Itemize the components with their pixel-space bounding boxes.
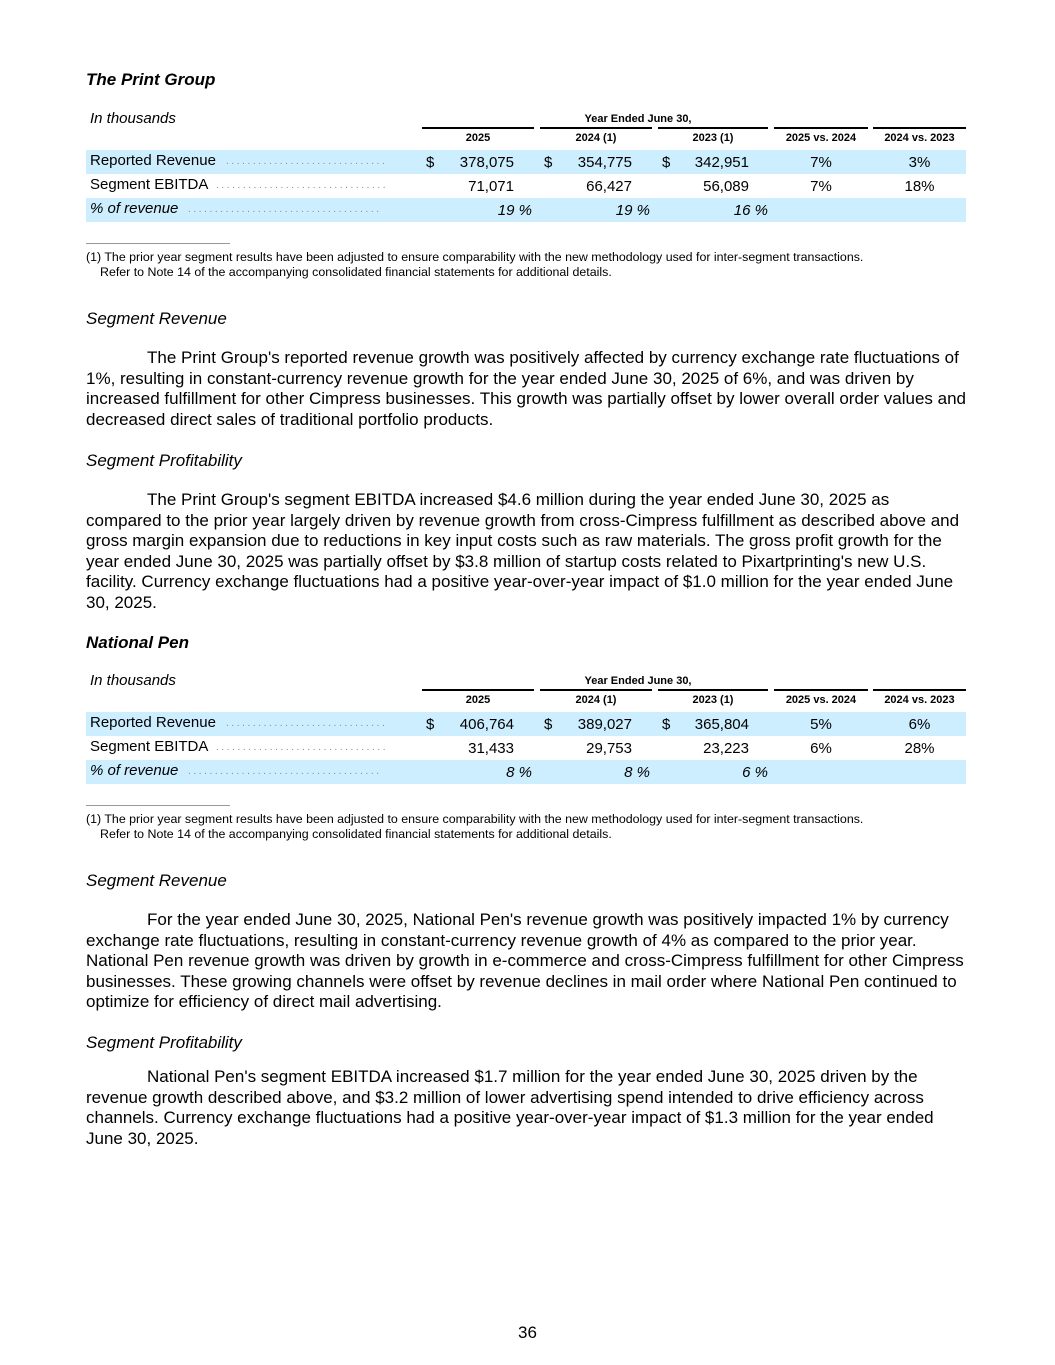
- value-2023: 6 %: [742, 764, 768, 781]
- segment-revenue-paragraph: The Print Group's reported revenue growth was positively affected by currency exchange rate fluctuations of 1%, resulting in constant-currency revenue growth for the year ended June 30, 2025 of 6%, and was driven by increased fulfillment for other Cimpress businesses. This growth was partially offset by lower overall order values and decreased direct sales of traditional portfolio products.: [86, 348, 966, 429]
- value-2023: 23,223: [703, 740, 749, 757]
- value-2024: 354,775: [577, 154, 632, 171]
- change-2025-vs-2024: 7%: [810, 154, 832, 171]
- segment-profitability-heading: Segment Profitability: [86, 1033, 242, 1052]
- leader-dots: ....................................: [188, 204, 382, 215]
- footnote-line: Refer to Note 14 of the accompanying consolidated financial statements for additional details.: [100, 827, 612, 841]
- footnote-line: Refer to Note 14 of the accompanying consolidated financial statements for additional details.: [100, 265, 612, 279]
- value-2023: 16 %: [733, 202, 768, 219]
- footnote-rule: [86, 805, 230, 806]
- period-header: Year Ended June 30,: [584, 113, 692, 125]
- page-number: 36: [518, 1323, 537, 1342]
- row-label: Reported Revenue: [90, 714, 216, 731]
- currency-symbol: $: [426, 716, 435, 733]
- footnote-line: (1) The prior year segment results have been adjusted to ensure comparability with the new methodology used for inter-segment transactions.: [86, 250, 864, 264]
- value-2024: 66,427: [586, 178, 632, 195]
- segment-revenue-heading: Segment Revenue: [86, 309, 227, 328]
- col-header-2025-vs-2024: 2025 vs. 2024: [774, 127, 868, 146]
- currency-symbol: $: [544, 716, 553, 733]
- currency-symbol: $: [662, 716, 671, 733]
- col-header-2024: 2024 (1): [540, 127, 652, 146]
- segment-profitability-heading: Segment Profitability: [86, 451, 242, 470]
- value-2025: 8 %: [506, 764, 532, 781]
- row-label: % of revenue: [90, 200, 179, 217]
- col-header-2025-vs-2024: 2025 vs. 2024: [774, 689, 868, 708]
- value-2025: 406,764: [459, 716, 514, 733]
- currency-symbol: $: [544, 154, 553, 171]
- leader-dots: ..............................: [226, 718, 388, 729]
- footnote: [86, 250, 966, 280]
- value-2024: 389,027: [577, 716, 632, 733]
- value-2024: 29,753: [586, 740, 632, 757]
- value-2025: 19 %: [497, 202, 532, 219]
- value-2025: 378,075: [459, 154, 514, 171]
- value-2025: 71,071: [468, 178, 514, 195]
- change-2024-vs-2023: 6%: [908, 716, 931, 733]
- currency-symbol: $: [662, 154, 671, 171]
- segment-revenue-paragraph: For the year ended June 30, 2025, National Pen's revenue growth was positively impacted 1% by currency exchange rate fluctuations, resulting in constant-currency revenue growth of 4% as compared to the prior year. National Pen revenue growth was driven by growth in e-commerce and cross-Cimpress fulfillment for other Cimpress businesses. These growing channels were offset by revenue declines in mail order where National Pen continued to optimize for efficiency of direct mail advertising.: [86, 910, 964, 1012]
- table-row: [86, 174, 966, 198]
- footnote-rule: [86, 243, 230, 244]
- segment-profitability-paragraph: National Pen's segment EBITDA increased $1.7 million for the year ended June 30, 2025 driven by the revenue growth described above, and $3.2 million of lower advertising spend intended to drive efficiency across channels. Currency exchange fluctuations had a positive year-over-year impact of $1.3 million for the year ended June 30, 2025.: [86, 1067, 934, 1148]
- col-header-2025: 2025: [422, 127, 534, 146]
- col-header-2023: 2023 (1): [658, 689, 768, 708]
- col-header-2023: 2023 (1): [658, 127, 768, 146]
- col-header-2024-vs-2023: 2024 vs. 2023: [873, 127, 966, 146]
- table-caption: In thousands: [90, 110, 176, 127]
- col-header-2025: 2025: [422, 689, 534, 708]
- change-2024-vs-2023: 18%: [904, 178, 935, 195]
- value-2023: 56,089: [703, 178, 749, 195]
- value-2025: 31,433: [468, 740, 514, 757]
- table-row: [86, 198, 966, 222]
- value-2023: 342,951: [694, 154, 749, 171]
- segment-profitability-paragraph: The Print Group's segment EBITDA increased $4.6 million during the year ended June 30, 2025 as compared to the prior year largely driven by revenue growth from cross-Cimpress fulfillment as described above and gross margin expansion due to reductions in key input costs such as raw materials. The gross profit growth for the year ended June 30, 2025 was partially offset by $3.8 million of startup costs related to Pixartprinting's new U.S. facility. Currency exchange fluctuations had a positive year-over-year impact of $1.0 million for the year ended June 30, 2025.: [86, 490, 960, 612]
- change-2025-vs-2024: 6%: [810, 740, 832, 757]
- col-header-2024: 2024 (1): [540, 689, 652, 708]
- table-row: [86, 760, 966, 784]
- change-2025-vs-2024: 5%: [810, 716, 832, 733]
- change-2024-vs-2023: 3%: [908, 154, 931, 171]
- table-row: [86, 150, 966, 174]
- section-heading-print-group: The Print Group: [86, 70, 216, 89]
- currency-symbol: $: [426, 154, 435, 171]
- row-label: Reported Revenue: [90, 152, 216, 169]
- leader-dots: ................................: [216, 180, 389, 191]
- row-label: % of revenue: [90, 762, 179, 779]
- change-2024-vs-2023: 28%: [904, 740, 935, 757]
- row-label: Segment EBITDA: [90, 738, 209, 755]
- value-2024: 8 %: [624, 764, 650, 781]
- section-heading-national-pen: National Pen: [86, 633, 189, 652]
- footnote: [86, 812, 966, 842]
- footnote-line: (1) The prior year segment results have been adjusted to ensure comparability with the new methodology used for inter-segment transactions.: [86, 812, 864, 826]
- table-row: [86, 736, 966, 760]
- value-2023: 365,804: [694, 716, 749, 733]
- value-2024: 19 %: [615, 202, 650, 219]
- segment-revenue-heading: Segment Revenue: [86, 871, 227, 890]
- table-caption: In thousands: [90, 672, 176, 689]
- period-header: Year Ended June 30,: [584, 675, 692, 687]
- leader-dots: ................................: [216, 742, 389, 753]
- leader-dots: ....................................: [188, 766, 382, 777]
- leader-dots: ..............................: [226, 156, 388, 167]
- row-label: Segment EBITDA: [90, 176, 209, 193]
- change-2025-vs-2024: 7%: [810, 178, 832, 195]
- col-header-2024-vs-2023: 2024 vs. 2023: [873, 689, 966, 708]
- table-row: [86, 712, 966, 736]
